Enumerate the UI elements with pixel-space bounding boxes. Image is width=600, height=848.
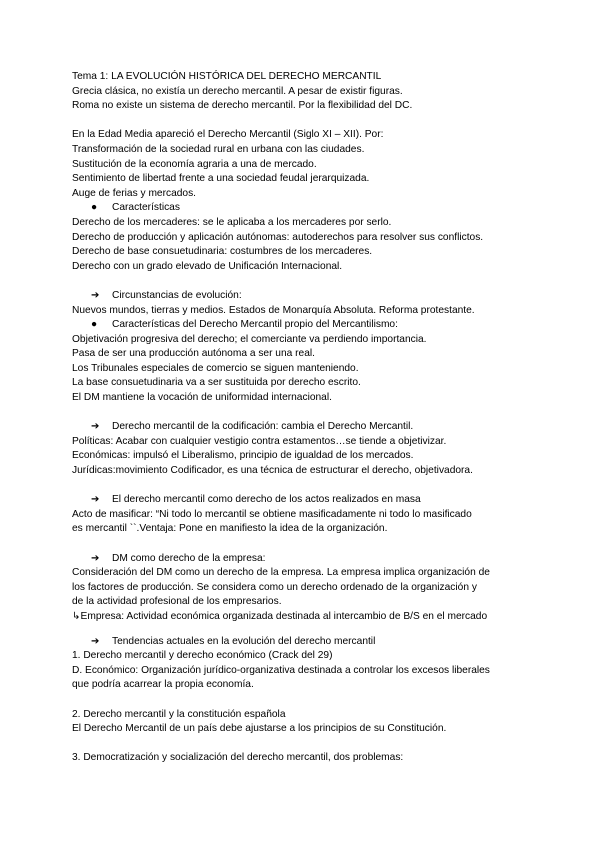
mercantilismo-line: Los Tribunales especiales de comercio se siguen manteniendo. (72, 362, 359, 374)
edad-media-line: Sentimiento de libertad frente a una sociedad feudal jerarquizada. (72, 173, 370, 185)
caracteristicas-line: Derecho con un grado elevado de Unificación Internacional. (72, 260, 343, 272)
circunstancias-line: Nuevos mundos, tierras y medios. Estados de Monarquía Absoluta. Reforma protestante. (72, 304, 475, 316)
tendencias-item-line: 3. Democratización y socialización del derecho mercantil, dos problemas: (72, 752, 404, 764)
arrow-icon: ➔ (91, 289, 100, 301)
mercantilismo-line: El DM mantiene la vocación de uniformidad internacional. (72, 392, 332, 404)
empresa-line: los factores de producción. Se considera como un derecho ordenado de la organización y (72, 581, 477, 593)
document-title: Tema 1: LA EVOLUCIÓN HISTÓRICA DEL DERECHO MERCANTIL (72, 71, 382, 82)
bullet-icon: ● (91, 202, 98, 214)
tendencias-item-line: 1. Derecho mercantil y derecho económico (Crack del 29) (72, 650, 333, 662)
tendencias-item-line: D. Económico: Organización jurídico-organizativa destinada a controlar los excesos liberales (72, 664, 490, 676)
tendencias-item-line: El Derecho Mercantil de un país debe ajustarse a los principios de su Constitución. (72, 723, 447, 735)
circunstancias-heading: ➔ Circunstancias de evolución: (72, 289, 542, 304)
bullet-icon: ● (91, 319, 98, 331)
intro-line: Grecia clásica, no existía un derecho mercantil. A pesar de existir figuras. (72, 85, 403, 97)
caracteristicas-line: Derecho de los mercaderes: se le aplicaba a los mercaderes por serlo. (72, 216, 392, 228)
actos-masa-line: es mercantil ``.Ventaja: Pone en manifiesto la idea de la organización. (72, 523, 388, 535)
actos-masa-line: Acto de masificar: “Ni todo lo mercantil se obtiene masificadamente ni todo lo masificado (72, 508, 472, 520)
mercantilismo-heading: ● Características del Derecho Mercantil propio del Mercantilismo: (72, 318, 542, 333)
arrow-icon: ➔ (91, 635, 100, 647)
caracteristicas-heading: ● Características (72, 201, 542, 216)
codificacion-heading: ➔ Derecho mercantil de la codificación: cambia el Derecho Mercantil. (72, 420, 542, 435)
caracteristicas-line: Derecho de producción y aplicación autónomas: autoderechos para resolver sus conflictos. (72, 231, 484, 243)
edad-media-line: En la Edad Media apareció el Derecho Mercantil (Siglo XI – XII). Por: (72, 129, 384, 141)
mercantilismo-line: Objetivación progresiva del derecho; el comerciante va perdiendo importancia. (72, 333, 427, 345)
intro-line: Roma no existe un sistema de derecho mercantil. Por la flexibilidad del DC. (72, 100, 413, 112)
empresa-line: Consideración del DM como un derecho de la empresa. La empresa implica organización de (72, 567, 490, 579)
mercantilismo-line: La base consuetudinaria va a ser sustituida por derecho escrito. (72, 377, 361, 389)
codificacion-line: Económicas: impulsó el Liberalismo, principio de igualdad de los mercados. (72, 450, 414, 462)
caracteristicas-line: Derecho de base consuetudinaria: costumbres de los mercaderes. (72, 246, 373, 258)
arrow-icon: ➔ (91, 552, 100, 564)
tendencias-heading: ➔ Tendencias actuales en la evolución del derecho mercantil (72, 635, 542, 650)
empresa-heading: ➔ DM como derecho de la empresa: (72, 552, 542, 567)
actos-masa-heading: ➔ El derecho mercantil como derecho de los actos realizados en masa (72, 493, 542, 508)
empresa-line: de la actividad profesional de los empresarios. (72, 596, 282, 608)
document-body (72, 70, 542, 766)
tendencias-item-line: que podría acarrear la propia economía. (72, 679, 254, 691)
edad-media-line: Sustitución de la economía agraria a una de mercado. (72, 158, 317, 170)
tendencias-item-line: 2. Derecho mercantil y la constitución española (72, 708, 286, 720)
edad-media-line: Auge de ferias y mercados. (72, 187, 197, 199)
empresa-line: ↳Empresa: Actividad económica organizada destinada al intercambio de B/S en el mercado (72, 610, 488, 622)
arrow-icon: ➔ (91, 494, 100, 506)
edad-media-line: Transformación de la sociedad rural en urbana con las ciudades. (72, 143, 365, 155)
arrow-icon: ➔ (91, 421, 100, 433)
codificacion-line: Jurídicas:movimiento Codificador, es una técnica de estructurar el derecho, objetivadora. (72, 465, 473, 477)
mercantilismo-line: Pasa de ser una producción autónoma a ser una real. (72, 348, 315, 360)
codificacion-line: Políticas: Acabar con cualquier vestigio contra estamentos…se tiende a objetivizar. (72, 435, 447, 447)
